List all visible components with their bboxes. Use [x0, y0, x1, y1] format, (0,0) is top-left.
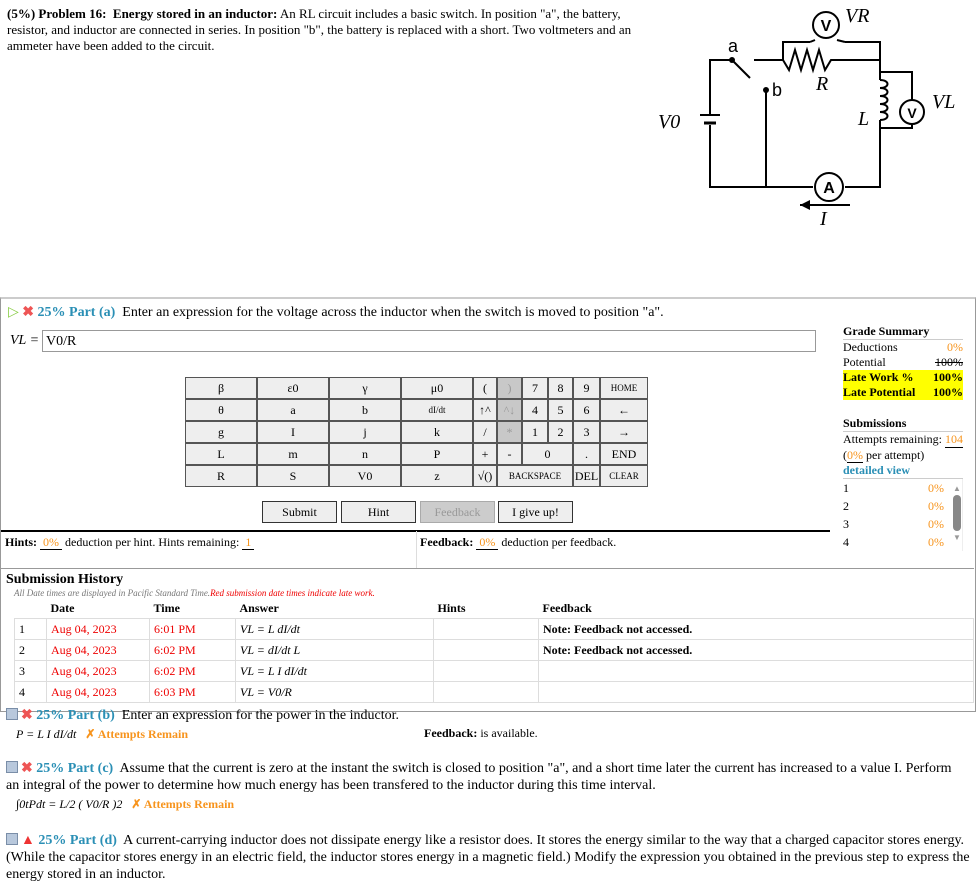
- submission-number: 4: [843, 535, 849, 549]
- history-table: Date Time Answer Hints Feedback 1 Aug 04, 2023 6:01 PM VL = L dI/dt Note: Feedback not accessed. 2 Aug 04, 2023 6:02 PM VL = dI/dt L Note: Feedback not accessed. 3 Aug 04, 2023 6:02 PM VL = L I dI/dt 4 Aug 04, 2023 6:03 PM VL = V0/R: [14, 598, 974, 703]
- vr-label: VR: [845, 5, 870, 27]
- table-row: 1 Aug 04, 2023 6:01 PM VL = L dI/dt Note: Feedback not accessed.: [15, 619, 974, 640]
- play-icon: ▷: [8, 305, 19, 320]
- key-31[interactable]: m: [257, 443, 329, 465]
- key-2[interactable]: γ: [329, 377, 401, 399]
- key-30[interactable]: L: [185, 443, 257, 465]
- submission-entry[interactable]: [843, 515, 962, 533]
- collapse-icon[interactable]: [6, 708, 18, 720]
- ammeter-label: A: [823, 180, 835, 197]
- key-23[interactable]: k: [401, 421, 473, 443]
- key-20[interactable]: g: [185, 421, 257, 443]
- submit-button[interactable]: Submit: [262, 501, 337, 523]
- table-row: 4 Aug 04, 2023 6:03 PM VL = V0/R: [15, 682, 974, 703]
- key-15[interactable]: ^↓: [497, 399, 522, 421]
- part-b-feedback: Feedback: is available.: [424, 726, 538, 740]
- voltmeter-l-label: V: [907, 105, 917, 121]
- key-3[interactable]: μ0: [401, 377, 473, 399]
- part-a-header: ▷ ✖ 25% Part (a) Enter an expression for the voltage across the inductor when the switch is moved to position "a".: [8, 305, 664, 320]
- i-label: I: [820, 208, 827, 230]
- key-26[interactable]: 1: [522, 421, 548, 443]
- key-18[interactable]: 6: [573, 399, 600, 421]
- submission-list: [843, 479, 963, 551]
- key-25[interactable]: *: [497, 421, 522, 443]
- hints-info: Hints: 0% deduction per hint. Hints remaining: 1: [5, 535, 254, 550]
- v0-label: V0: [658, 111, 681, 133]
- warning-icon: ▲: [21, 833, 35, 848]
- submission-score: 0%: [928, 517, 944, 531]
- key-22[interactable]: j: [329, 421, 401, 443]
- submission-history: Submission History All Date times are displayed in Pacific Standard Time.Red submission date times indicate late work. Date Time Answer Hints Feedback 1 Aug 04, 2023 6:01 PM VL = L dI/dt Note: Feedback not accessed. 2 Aug 04, 2023 6:02 PM VL = dI/dt L Note: Feedback not accessed. 3 Aug 04, 2023 6:02 PM VL = L I dI/dt 4 Aug 04, 2023 6:03 PM VL = V0/R: [0, 568, 974, 709]
- submission-score: 0%: [928, 481, 944, 495]
- key-43[interactable]: √(): [473, 465, 497, 487]
- part-b-answer: P = L I dI/dt ✗ Attempts Remain: [16, 727, 189, 741]
- submission-entry[interactable]: [843, 533, 962, 551]
- key-38[interactable]: END: [600, 443, 648, 465]
- detailed-view-link[interactable]: detailed view: [843, 463, 963, 479]
- feedback-button: Feedback: [420, 501, 495, 523]
- l-label: L: [858, 108, 870, 130]
- key-28[interactable]: 3: [573, 421, 600, 443]
- key-0[interactable]: β: [185, 377, 257, 399]
- submission-number: 3: [843, 517, 849, 531]
- key-24[interactable]: /: [473, 421, 497, 443]
- give-up-button[interactable]: I give up!: [498, 501, 573, 523]
- collapse-icon[interactable]: [6, 761, 18, 773]
- table-row: 3 Aug 04, 2023 6:02 PM VL = L I dI/dt: [15, 661, 974, 682]
- key-46[interactable]: CLEAR: [600, 465, 648, 487]
- key-7[interactable]: 8: [548, 377, 573, 399]
- problem-statement: (5%) Problem 16: Energy stored in an inductor: An RL circuit includes a basic switch. In position "a", the battery, resistor, and inductor are connected in series. In position "b", the battery is replaced with a short. Two voltmeters and an ammeter have been added to the circuit.: [7, 6, 632, 53]
- voltmeter-r-label: V: [820, 18, 832, 35]
- key-4[interactable]: (: [473, 377, 497, 399]
- answer-variable: VL =: [10, 333, 40, 348]
- keypad: [185, 377, 648, 487]
- key-40[interactable]: S: [257, 465, 329, 487]
- key-33[interactable]: P: [401, 443, 473, 465]
- collapse-icon[interactable]: [6, 833, 18, 845]
- part-c-header: ✖ 25% Part (c) Assume that the current is zero at the instant the switch is closed to position "a", and a short time later the current has increased to a value I. Perform an integral of the power to determine how much energy has been transfered to the inductor during this time interval.: [6, 761, 952, 793]
- key-44[interactable]: BACKSPACE: [497, 465, 573, 487]
- key-36[interactable]: 0: [522, 443, 573, 465]
- r-label: R: [816, 73, 829, 95]
- submission-entry[interactable]: [843, 479, 962, 497]
- key-19[interactable]: ←: [600, 399, 648, 421]
- part-b-header: ✖ 25% Part (b) Enter an expression for the power in the inductor.: [6, 707, 399, 724]
- key-1[interactable]: ε0: [257, 377, 329, 399]
- key-10[interactable]: θ: [185, 399, 257, 421]
- key-8[interactable]: 9: [573, 377, 600, 399]
- key-41[interactable]: V0: [329, 465, 401, 487]
- part-c-answer: ∫0tPdt = L/2 ( V0/R )2 ✗ Attempts Remain: [16, 797, 235, 811]
- submission-number: 2: [843, 499, 849, 513]
- submission-number: 1: [843, 481, 849, 495]
- key-9[interactable]: HOME: [600, 377, 648, 399]
- scrollbar[interactable]: ▲ ▼: [953, 484, 961, 542]
- key-27[interactable]: 2: [548, 421, 573, 443]
- table-row: 2 Aug 04, 2023 6:02 PM VL = dI/dt L Note: Feedback not accessed.: [15, 640, 974, 661]
- key-12[interactable]: b: [329, 399, 401, 421]
- key-39[interactable]: R: [185, 465, 257, 487]
- b-label: b: [772, 80, 783, 100]
- key-42[interactable]: z: [401, 465, 473, 487]
- key-29[interactable]: →: [600, 421, 648, 443]
- key-16[interactable]: 4: [522, 399, 548, 421]
- key-35[interactable]: -: [497, 443, 522, 465]
- key-37[interactable]: .: [573, 443, 600, 465]
- key-14[interactable]: ↑^: [473, 399, 497, 421]
- circuit-diagram: [650, 0, 978, 230]
- submission-score: 0%: [928, 499, 944, 513]
- submission-score: 0%: [928, 535, 944, 549]
- incorrect-icon: ✖: [21, 708, 33, 723]
- key-34[interactable]: +: [473, 443, 497, 465]
- incorrect-icon: ✖: [22, 305, 35, 320]
- key-13[interactable]: dI/dt: [401, 399, 473, 421]
- key-6[interactable]: 7: [522, 377, 548, 399]
- a-label: a: [728, 36, 739, 56]
- submission-entry[interactable]: [843, 497, 962, 515]
- key-45[interactable]: DEL: [573, 465, 600, 487]
- key-5[interactable]: ): [497, 377, 522, 399]
- key-11[interactable]: a: [257, 399, 329, 421]
- grade-summary: Grade Summary Deductions 0% Potential 100% Late Work % 100% Late Potential 100% Submissions Attempts remaining: 104 (0% per attempt) detailed view 1 0% 2 0% 3 0% 4 0% ▲ ▼: [843, 324, 963, 551]
- incorrect-icon: ✖: [21, 761, 33, 776]
- vl-label: VL: [932, 91, 956, 113]
- hint-button[interactable]: Hint: [341, 501, 416, 523]
- feedback-info: Feedback: 0% deduction per feedback.: [420, 535, 617, 549]
- key-32[interactable]: n: [329, 443, 401, 465]
- part-d-header: ▲ 25% Part (d) A current-carrying inductor does not dissipate energy like a resistor does. It stores the energy similar to the way that a charged capacitor stores energy. (While the capacitor stores energy in an electric field, the inductor stores energy in a magnetic field.) Modify the expression you obtained in the previous step to express the energy stored in an inductor.: [6, 833, 970, 882]
- key-17[interactable]: 5: [548, 399, 573, 421]
- key-21[interactable]: I: [257, 421, 329, 443]
- answer-input[interactable]: V0/R: [42, 330, 816, 352]
